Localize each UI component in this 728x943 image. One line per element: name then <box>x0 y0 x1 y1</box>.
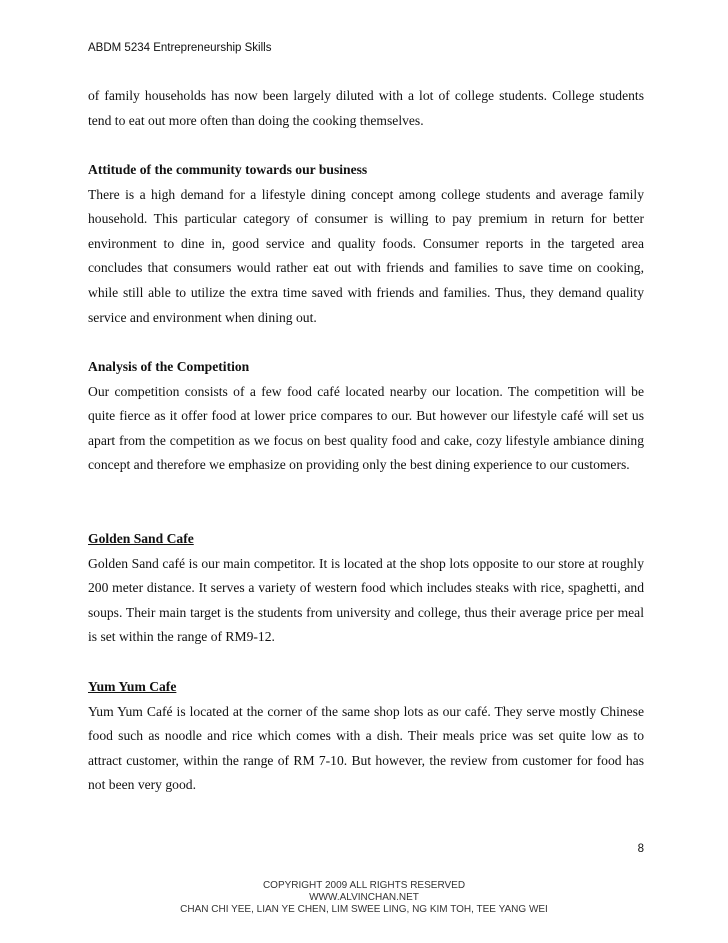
footer-authors: CHAN CHI YEE, LIAN YE CHEN, LIM SWEE LING, NG KIM TOH, TEE YANG WEI <box>180 904 548 915</box>
section-heading: Golden Sand Cafe <box>88 531 194 546</box>
section-competition <box>88 355 644 478</box>
section-attitude <box>88 158 644 330</box>
intro-text: of family households has now been largely diluted with a lot of college students. College students tend to eat out more often than doing the cooking themselves. <box>88 88 644 128</box>
running-header: ABDM 5234 Entrepreneurship Skills <box>88 42 272 54</box>
section-text: Our competition consists of a few food café located nearby our location. The competition will be quite fierce as it offer food at lower price compares to our. But however our lifestyle café will set us apart from the competition as we focus on best quality food and cake, cozy lifestyle ambiance dining concept and therefore we emphasize on providing only the best dining experience to our customers. <box>88 383 644 473</box>
footer-website: WWW.ALVINCHAN.NET <box>309 892 419 903</box>
section-text: There is a high demand for a lifestyle dining concept among college students and average family household. This particular category of consumer is willing to pay premium in return for better environment to dine in, good service and quality foods. Consumer reports in the targeted area concludes that consumers would rather eat out with friends and families to save time on cooking, while still able to utilize the extra time saved with friends and families. Thus, they demand quality service and environment when dining out. <box>88 186 644 325</box>
section-yum-yum <box>88 675 644 798</box>
page-number: 8 <box>637 843 644 855</box>
section-heading: Yum Yum Cafe <box>88 679 177 694</box>
section-golden-sand <box>88 527 644 650</box>
section-heading: Attitude of the community towards our business <box>88 162 368 177</box>
section-text: Yum Yum Café is located at the corner of the same shop lots as our café. They serve mostly Chinese food such as noodle and rice which comes with a dish. Their meals price was set quite low as to attract customer, within the range of RM 7-10. But however, the review from customer for food has not been very good. <box>88 703 644 793</box>
section-heading: Analysis of the Competition <box>88 359 250 374</box>
footer-copyright: COPYRIGHT 2009 ALL RIGHTS RESERVED <box>262 880 466 891</box>
section-text: Golden Sand café is our main competitor. It is located at the shop lots opposite to our store at roughly 200 meter distance. It serves a variety of western food which includes steaks with rice, spaghetti, and soups. Their main target is the students from university and college, thus their average price per meal is set within the range of RM9-12. <box>88 555 644 645</box>
intro-paragraph <box>88 84 644 133</box>
